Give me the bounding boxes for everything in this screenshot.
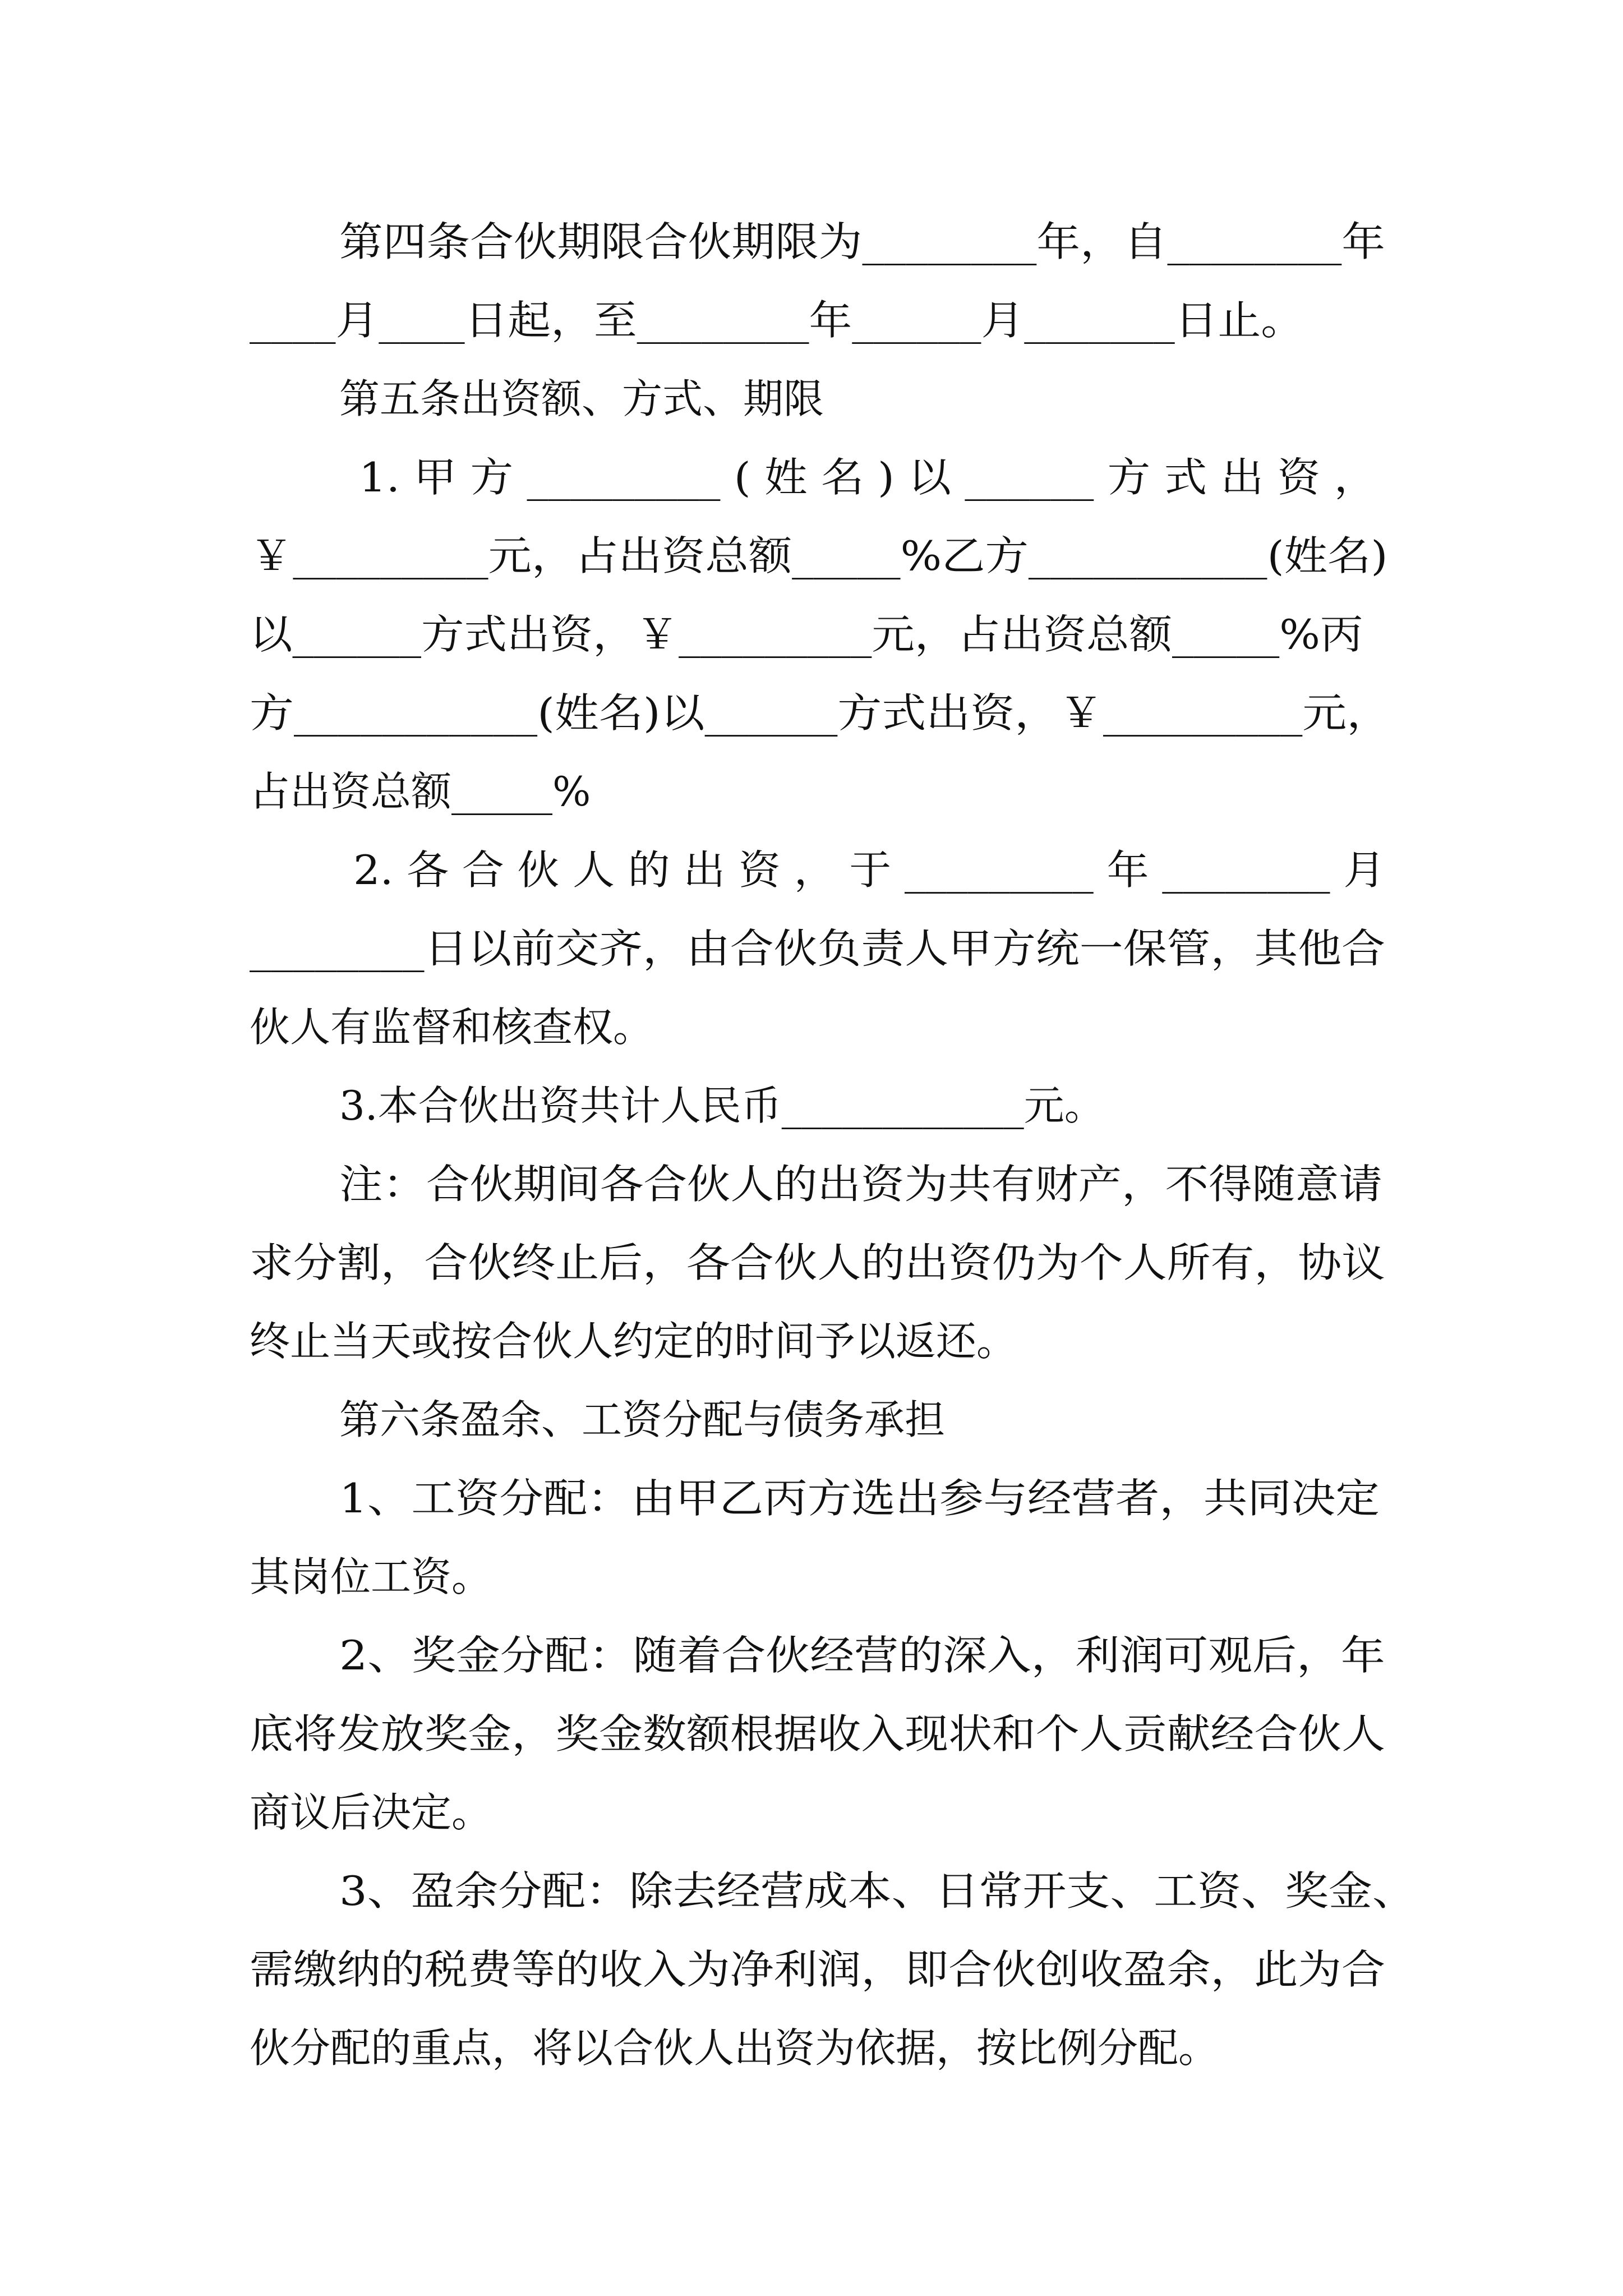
article-5-item-1-line-3: 以______方式出资，￥_________元，占出资总额_____%丙 (250, 611, 1363, 658)
article-5-item-1-line-1: 1. 甲 方 _________ ( 姓 名 ) 以 ______ 方 式 出 资 ， (359, 454, 1377, 501)
article-6-item-2-line-2: 底将发放奖金，奖金数额根据收入现状和个人贡献经合伙人 (250, 1710, 1386, 1757)
article-6-item-2-line-3: 商议后决定。 (250, 1789, 492, 1836)
article-4-line-1: 第四条合伙期限合伙期限为________年，自________年 (339, 218, 1386, 265)
article-6-item-3-line-3: 伙分配的重点，将以合伙人出资为依据，按比例分配。 (250, 2024, 1219, 2072)
article-5-heading: 第五条出资额、方式、期限 (339, 375, 824, 422)
article-5-item-1-line-4: 方___________(姓名)以______方式出资，￥_________元， (250, 689, 1391, 737)
article-6-item-2-line-1: 2、奖金分配：随着合伙经营的深入，利润可观后，年 (339, 1632, 1385, 1679)
article-5-item-1-line-2: ￥_________元，占出资总额_____%乙方___________(姓名) (250, 532, 1388, 579)
article-6-item-1-line-2: 其岗位工资。 (250, 1553, 492, 1600)
article-6-item-3-line-1: 3、盈余分配：除去经营成本、日常开支、工资、奖金、 (339, 1867, 1416, 1915)
article-4-line-2: ____月____日起，至________年______月_______日止。 (250, 297, 1304, 344)
article-5-note-line-1: 注：合伙期间各合伙人的出资为共有财产，不得随意请 (339, 1161, 1383, 1208)
article-6-item-3-line-2: 需缴纳的税费等的收入为净利润，即合伙创收盈余，此为合 (250, 1946, 1386, 1993)
article-5-item-2-line-1: 2. 各 合 伙 人 的 出 资 ， 于 _________ 年 ________ 月 (353, 846, 1386, 894)
article-5-item-3: 3.本合伙出资共计人民币____________元。 (339, 1082, 1105, 1129)
article-6-item-1-line-1: 1、工资分配：由甲乙丙方选出参与经营者，共同决定 (339, 1475, 1380, 1522)
article-5-item-2-line-2: ________日以前交齐，由合伙负责人甲方统一保管，其他合 (250, 925, 1386, 972)
article-5-note-line-3: 终止当天或按合伙人约定的时间予以返还。 (250, 1318, 1017, 1365)
article-5-item-2-line-3: 伙人有监督和核查权。 (250, 1004, 654, 1051)
article-5-note-line-2: 求分割，合伙终止后，各合伙人的出资仍为个人所有，协议 (250, 1239, 1386, 1286)
article-6-heading: 第六条盈余、工资分配与债务承担 (339, 1396, 946, 1443)
article-5-item-1-line-5: 占出资总额_____% (250, 768, 591, 815)
